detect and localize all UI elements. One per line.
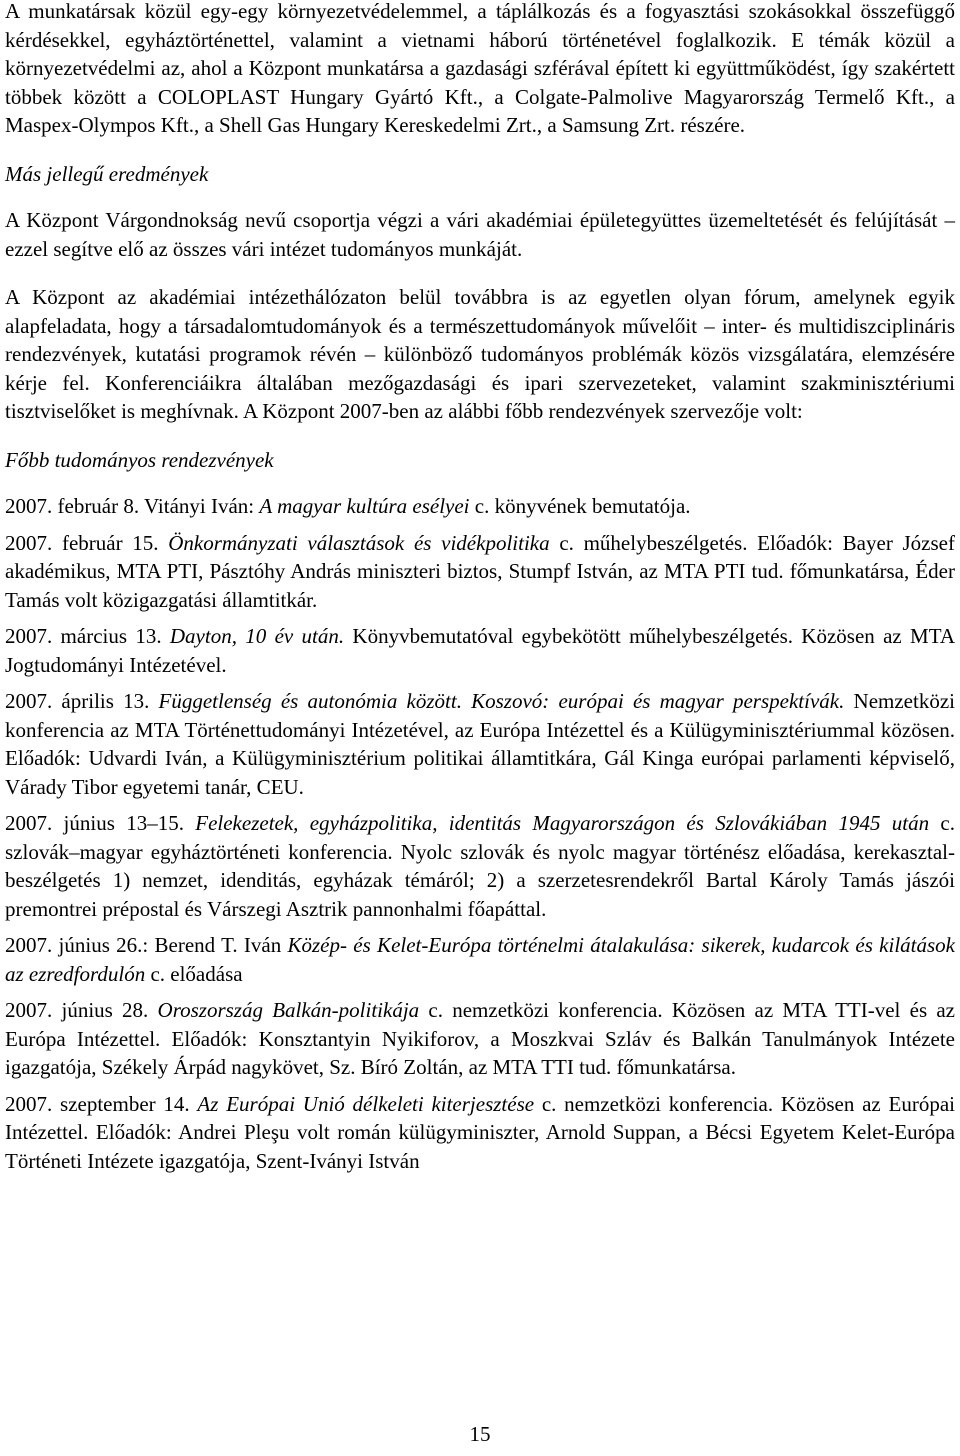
event-description: c. szlovák–magyar egyháztörténeti konferencia. Nyolc szlovák és nyolc magyar történész előadása, kerekasztal-beszélgetés 1) nemzet, idenditás, egyházak témáról; 2) a szerzetesrendekről Bartal Károly Tamás jászói premontrei prépostal és Várszegi Asztrik pannonhalmi főapáttal.: [5, 811, 955, 921]
event-description: c. műhelybeszélgetés. Előadók: Bayer József akadémikus, MTA PTI, Pásztóhy András miniszteri biztos, Stumpf István, az MTA PTI tud. főmunkatársa, Éder Tamás volt közigazgatási államtitkár.: [5, 530, 955, 612]
event-title: Önkormányzati választások és vidékpolitika: [168, 530, 550, 555]
event-title: Közép- és Kelet-Európa történelmi átalakulása: sikerek, kudarcok és kilátások az ezredfordulón: [5, 933, 955, 986]
event-title: Oroszország Balkán-politikája: [157, 998, 420, 1022]
event-entry: [5, 492, 955, 521]
event-entry: [5, 1090, 955, 1176]
event-lead: 2007. június 28.: [5, 998, 158, 1022]
event-lead: 2007. június 26.: Berend T. Iván: [5, 933, 288, 957]
event-title: Dayton, 10 év után.: [169, 624, 345, 648]
section-heading-events: Főbb tudományos rendezvények: [5, 447, 274, 472]
event-lead: 2007. szeptember 14.: [5, 1091, 198, 1116]
paragraph-intro: A munkatársak közül egy-egy környezetvédelemmel, a táplálkozás és a fogyasztási szokásokkal összefüggő kérdésekkel, egyháztörténettel, valamint a vietnami háború történetével foglalkozik. E témák közül a környezetvédelmi az, ahol a Központ munkatársa a gazdasági szférával épített ki együttműködést, így szakértett többek között a COLOPLAST Hungary Gyártó Kft., a Colgate-Palmolive Magyarország Termelő Kft., a Maspex-Olympos Kft., a Shell Gas Hungary Kereskedelmi Zrt., a Samsung Zrt. részére.: [5, 0, 955, 137]
event-entry: [5, 687, 955, 801]
paragraph-forum: A Központ az akadémiai intézethálózaton belül továbbra is az egyetlen olyan fórum, amelynek egyik alapfeladata, hogy a társadalomtudományok és a természettudományok művelőit – inter- és multidiszciplináris rendezvények, kutatási programok révén – különböző tudományos problémák közös vizsgálatára, elemzésére kérje fel. Konferenciáikra általában mezőgazdasági és ipari szervezeteket, valamint szakminisztériumi tisztviselőket is meghívnak. A Központ 2007-ben az alábbi főbb rendezvények szervezője volt:: [5, 285, 955, 423]
event-lead: 2007. június 13–15.: [5, 811, 196, 835]
event-entry: [5, 931, 955, 988]
event-lead: 2007. február 8. Vitányi Iván:: [5, 494, 260, 518]
event-title: Függetlenség és autonómia között. Koszovó: európai és magyar perspektívák.: [158, 689, 845, 713]
event-description: Könyvbemutatóval egybekötött műhelybeszélgetés. Közösen az MTA Jogtudományi Intézetével.: [5, 624, 956, 677]
event-lead: 2007. április 13.: [5, 689, 159, 713]
event-description: c. nemzetközi konferencia. Közösen az Európai Intézettel. Előadók: Andrei Pleşu volt román külügyminiszter, Arnold Suppan, a Bécsi Egyetem Kelet-Európa Történeti Intézete igazgatója, Szent-Iványi István: [5, 1091, 955, 1173]
event-description: c. nemzetközi konferencia. Közösen az MTA TTI-vel és az Európa Intézettel. Előadók: Konsztantyin Nyikiforov, a Moszkvai Szláv és Balkán Tanulmányok Intézete igazgatója, Székely Árpád nagykövet, Sz. Bíró Zoltán, az MTA TTI tud. főmunkatársa.: [5, 998, 955, 1079]
page-number: 15: [469, 1422, 491, 1446]
event-description: c. könyvének bemutatója.: [469, 494, 691, 518]
event-entry: [5, 529, 955, 615]
event-title: Az Európai Unió délkeleti kiterjesztése: [197, 1091, 535, 1116]
section-heading-other-results: Más jellegű eredmények: [5, 161, 209, 186]
event-entry: [5, 996, 955, 1082]
event-title: Felekezetek, egyházpolitika, identitás Magyarországon és Szlovákiában 1945 után: [195, 811, 930, 835]
page-body: [5, 0, 955, 1183]
event-entry: [5, 809, 955, 923]
event-title: A magyar kultúra esélyei: [259, 494, 470, 518]
event-description: Nemzetközi konferencia az MTA Történettudományi Intézetével, az Európa Intézettel és a Külügyminisztériummal közösen. Előadók: Udvardi Iván, a Külügyminisztérium politikai államtitkára, Gál Kinga európai parlamenti képviselő, Várady Tibor egyetemi tanár, CEU.: [5, 689, 955, 799]
event-entry: [5, 622, 955, 679]
paragraph-castle-management: A Központ Várgondnokság nevű csoportja végzi a vári akadémiai épületegyüttes üzemeltetését és felújítását – ezzel segítve elő az összes vári intézet tudományos munkáját.: [5, 208, 955, 261]
event-lead: 2007. február 15.: [5, 530, 169, 555]
event-lead: 2007. március 13.: [5, 624, 170, 648]
event-description: c. előadása: [145, 961, 243, 986]
